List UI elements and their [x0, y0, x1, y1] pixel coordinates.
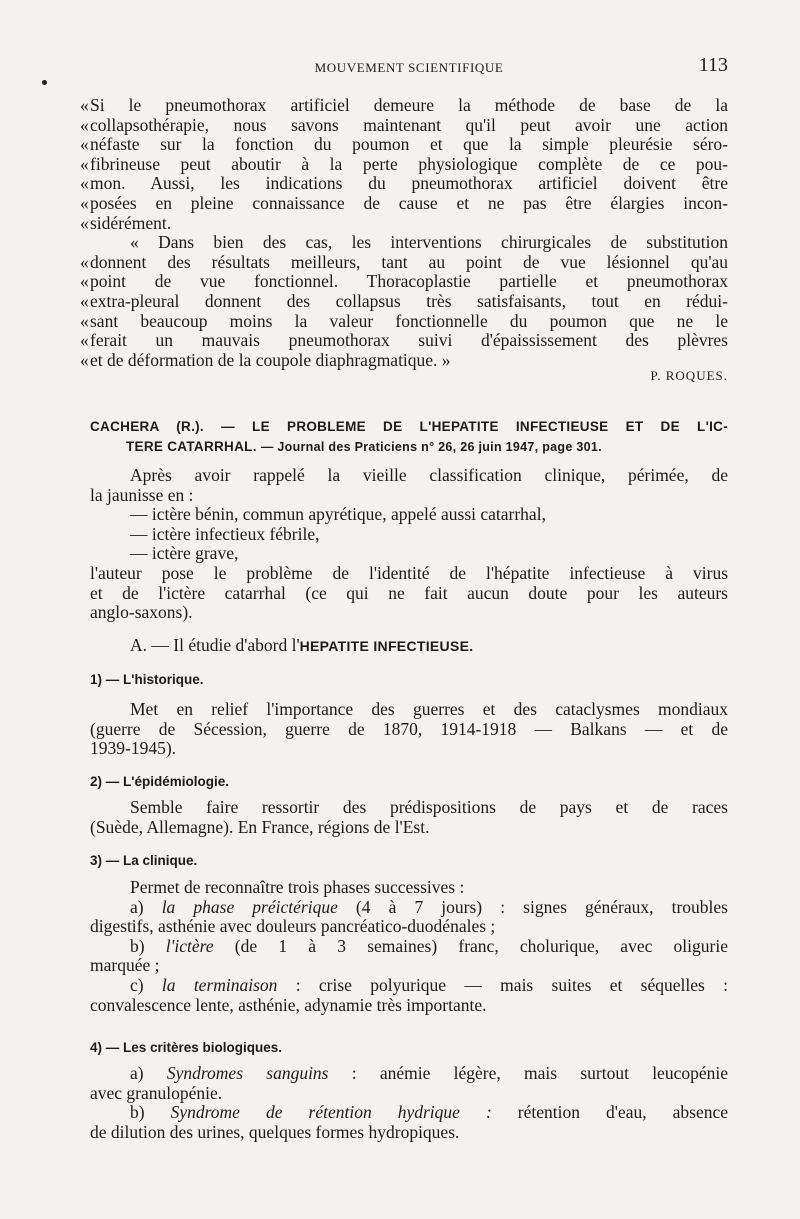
quote-text: extra-pleural donnent des collapsus très satisfaisants, tout en rédui- — [90, 290, 728, 311]
paragraph-line: 1939-1945). — [90, 738, 177, 759]
phase-c-line — [90, 976, 728, 996]
criterion-a-line — [90, 1064, 728, 1084]
phase-name: la phase préictérique — [161, 896, 338, 917]
subheading-criteres: 4) — Les critères biologiques. — [90, 1040, 283, 1055]
quote-mark: « — [80, 153, 89, 174]
criterion-text: rétention d'eau, absence — [491, 1102, 728, 1123]
quote-text: ferait un mauvais pneumothorax suivi d'épaississement des plèvres — [90, 330, 728, 351]
quote-text: posées en pleine connaissance de cause et ne pas être élargies incon- — [90, 192, 728, 213]
section-a-title: HEPATITE INFECTIEUSE. — [299, 638, 474, 654]
reference-title-end: TERE CATARRHAL. — [126, 438, 257, 454]
intro-paragraph — [90, 466, 728, 623]
criterion-label: b) — [130, 1102, 171, 1123]
quote-mark: « — [80, 192, 89, 213]
quote-mark: « — [80, 330, 89, 351]
quote-line — [80, 114, 728, 136]
quote-line — [80, 173, 728, 194]
quote-text: sidérément. — [90, 212, 172, 233]
clinique-paragraph — [90, 878, 728, 1015]
quote-line — [80, 330, 728, 351]
quote-text: et de déformation de la coupole diaphragmatique. » — [90, 349, 451, 370]
phase-a-line — [90, 898, 728, 918]
intro-line: la jaunisse en : — [90, 484, 194, 505]
subheading-clinique: 3) — La clinique. — [90, 853, 198, 868]
intro-line: Après avoir rappelé la vieille classification clinique, périmée, de — [130, 465, 728, 485]
quote-mark: « — [80, 271, 89, 292]
quote-mark: « — [80, 310, 89, 331]
quote-line — [80, 95, 728, 116]
criterion-label: a) — [130, 1063, 167, 1083]
quote-mark: « — [80, 114, 89, 135]
quote-line — [90, 233, 728, 253]
paragraph-line: Met en relief l'importance des guerres et des cataclysmes mondiaux — [130, 699, 728, 719]
quote-mark: « — [80, 95, 89, 115]
paragraph-line: (guerre de Sécession, guerre de 1870, 1914-1918 — Balkans — et de — [90, 718, 728, 739]
list-item: — ictère infectieux fébrile, — [130, 523, 320, 544]
quote-text: collapsothérapie, nous savons maintenant qu'il peut avoir une action — [90, 114, 728, 135]
quote-line — [80, 271, 728, 292]
criterion-b-line — [90, 1103, 728, 1123]
paragraph-line: Semble faire ressortir des prédispositions de pays et de races — [130, 797, 728, 817]
phase-text: : crise polyurique — mais suites et séquelles : — [277, 974, 728, 995]
quote-text: donnent des résultats meilleurs, tant au point de vue lésionnel qu'au — [90, 251, 728, 272]
subheading-epidemiologie: 2) — L'épidémiologie. — [90, 774, 229, 789]
list-item: — ictère grave, — [130, 543, 239, 564]
phase-name: l'ictère — [165, 935, 214, 956]
quote-line — [80, 192, 728, 214]
quote-line — [80, 349, 728, 371]
quote-text: mon. Aussi, les indications du pneumothorax artificiel doivent être — [90, 173, 728, 194]
quote-text: point de vue fonctionnel. Thoracoplastie partielle et pneumothorax — [90, 271, 728, 292]
quote-line — [80, 310, 728, 332]
quote-mark: « — [80, 290, 89, 311]
criterion-name: Syndrome de rétention hydrique : — [170, 1102, 492, 1123]
quote-text: néfaste sur la fonction du poumon et que la simple pleurésie séro- — [90, 134, 728, 155]
historique-paragraph — [90, 700, 728, 759]
quote-mark: « — [80, 173, 89, 194]
epidemiologie-paragraph — [90, 798, 728, 837]
phase-label: b) — [130, 935, 166, 956]
quote-line — [80, 290, 728, 312]
reference-line-2 — [90, 438, 728, 456]
quote-text: sant beaucoup moins la valeur fonctionnelle du poumon que ne le — [90, 310, 728, 331]
phase-text: (4 à 7 jours) : signes généraux, troubles — [337, 896, 728, 917]
section-a-prefix: A. — Il étudie d'abord l' — [130, 635, 300, 655]
quote-line — [80, 134, 728, 155]
quotation-block — [80, 95, 728, 370]
running-head: MOUVEMENT SCIENTIFIQUE — [314, 60, 504, 75]
paragraph-line: marquée ; — [90, 955, 160, 976]
phase-b-line — [90, 937, 728, 957]
paragraph-line: digestifs, asthénie avec douleurs pancréatico-duodénales ; — [90, 916, 496, 937]
paragraph-line: convalescence lente, asthénie, adynamie très importante. — [90, 994, 487, 1015]
quote-text: Si le pneumothorax artificiel demeure la méthode de base de la — [90, 95, 728, 115]
signature: P. ROQUES. — [650, 368, 728, 383]
quote-text: « Dans bien des cas, les interventions chirurgicales de substitution — [130, 232, 728, 253]
criterion-name: Syndromes sanguins — [166, 1063, 329, 1083]
paragraph-line: Permet de reconnaître trois phases successives : — [130, 877, 465, 897]
quote-mark: « — [80, 134, 89, 155]
intro-line: et de l'ictère catarrhal (ce qui ne fait aucun doute pour les auteurs — [90, 582, 728, 603]
page-header — [90, 54, 728, 84]
phase-name: la terminaison — [161, 974, 278, 995]
reference-title — [90, 418, 728, 456]
phase-label: a) — [130, 896, 162, 917]
subheading-historique: 1) — L'historique. — [90, 672, 204, 687]
quote-text: fibrineuse peut aboutir à la perte physiologique complète de ce pou- — [90, 153, 728, 174]
phase-text: (de 1 à 3 semaines) franc, cholurique, avec oligurie — [213, 935, 728, 956]
intro-line: l'auteur pose le problème de l'identité de l'hépatite infectieuse à virus — [90, 562, 728, 583]
quote-line — [80, 212, 728, 234]
quote-mark: « — [80, 212, 89, 233]
intro-line: anglo-saxons). — [90, 602, 193, 623]
quote-mark: « — [80, 251, 89, 272]
paragraph-line: de dilution des urines, quelques formes hydropiques. — [90, 1121, 460, 1142]
criteres-paragraph — [90, 1064, 728, 1142]
quote-mark: « — [80, 349, 89, 370]
page-number: 113 — [698, 54, 728, 76]
paragraph-line: avec granulopénie. — [90, 1082, 223, 1103]
journal-citation: — Journal des Praticiens n° 26, 26 juin 1947, page 301. — [260, 439, 602, 454]
criterion-text: : anémie légère, mais surtout leucopénie — [328, 1063, 728, 1083]
reference-line-1: CACHERA (R.). — LE PROBLEME DE L'HEPATITE INFECTIEUSE ET DE L'IC- — [90, 419, 728, 434]
paragraph-line: (Suède, Allemagne). En France, régions de l'Est. — [90, 816, 430, 837]
section-a-heading — [130, 635, 473, 656]
phase-label: c) — [130, 974, 162, 995]
quote-line — [80, 251, 728, 273]
list-item: — ictère bénin, commun apyrétique, appelé aussi catarrhal, — [130, 504, 546, 525]
margin-dot — [42, 80, 47, 85]
quote-line — [80, 153, 728, 175]
